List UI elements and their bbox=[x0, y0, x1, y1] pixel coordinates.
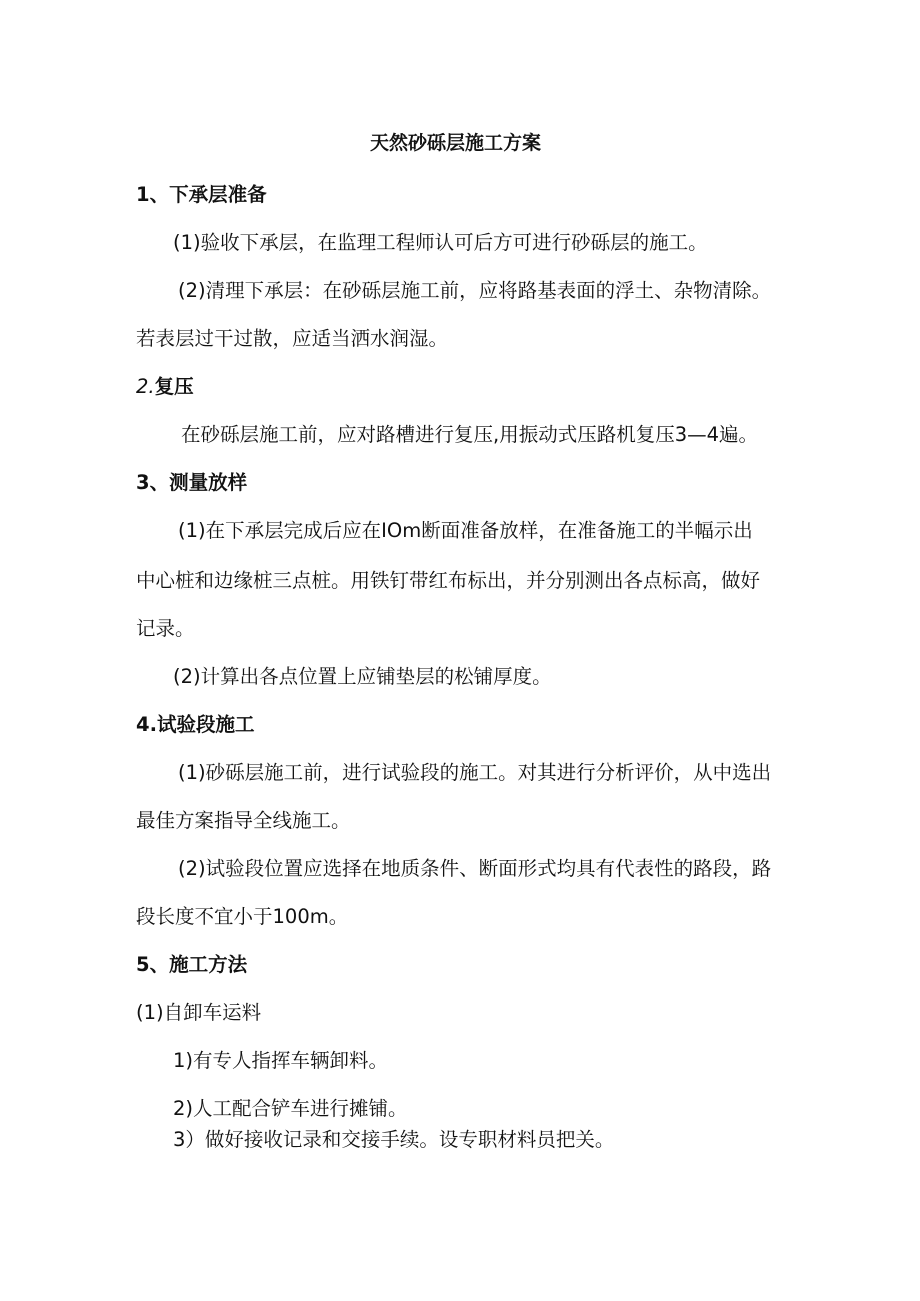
paragraph: 段长度不宜小于100m。 bbox=[136, 905, 349, 928]
section-3-heading: 3、测量放样 bbox=[136, 471, 248, 494]
paragraph: (2)清理下承层：在砂砾层施工前，应将路基表面的浮土、杂物清除。 bbox=[178, 279, 772, 302]
paragraph: 中心桩和边缘桩三点桩。用铁钉带红布标出，并分别测出各点标高，做好 bbox=[136, 569, 761, 592]
section-5-heading: 5、施工方法 bbox=[136, 953, 248, 976]
paragraph: 最佳方案指导全线施工。 bbox=[136, 809, 351, 832]
paragraph: (1)自卸车运料 bbox=[136, 1001, 262, 1024]
paragraph: 3）做好接收记录和交接手续。设专职材料员把关。 bbox=[173, 1128, 615, 1151]
paragraph: 在砂砾层施工前，应对路槽进行复压,用振动式压路机复压3—4遍。 bbox=[181, 423, 759, 446]
section-1-heading: 1、下承层准备 bbox=[136, 183, 267, 206]
section-2-heading bbox=[136, 374, 194, 400]
paragraph: 记录。 bbox=[136, 617, 195, 640]
paragraph: 2)人工配合铲车进行摊铺。 bbox=[173, 1097, 408, 1120]
paragraph: (1)验收下承层，在监理工程师认可后方可进行砂砾层的施工。 bbox=[173, 231, 708, 254]
document-title: 天然砂砾层施工方案 bbox=[370, 132, 542, 154]
paragraph: 1)有专人指挥车辆卸料。 bbox=[173, 1049, 389, 1072]
paragraph: (1)砂砾层施工前，进行试验段的施工。对其进行分析评价，从中选出 bbox=[178, 761, 772, 784]
paragraph: 若表层过干过散，应适当洒水润湿。 bbox=[136, 327, 449, 350]
section-2-title: 复压 bbox=[154, 375, 194, 398]
paragraph: (2)试验段位置应选择在地质条件、断面形式均具有代表性的路段，路 bbox=[178, 857, 772, 880]
section-2-number: 2. bbox=[136, 375, 155, 398]
section-4-heading: 4.试验段施工 bbox=[136, 713, 255, 736]
paragraph: (1)在下承层完成后应在IOm断面准备放样，在准备施工的半幅示出 bbox=[178, 519, 753, 542]
paragraph: (2)计算出各点位置上应铺垫层的松铺厚度。 bbox=[173, 665, 552, 688]
